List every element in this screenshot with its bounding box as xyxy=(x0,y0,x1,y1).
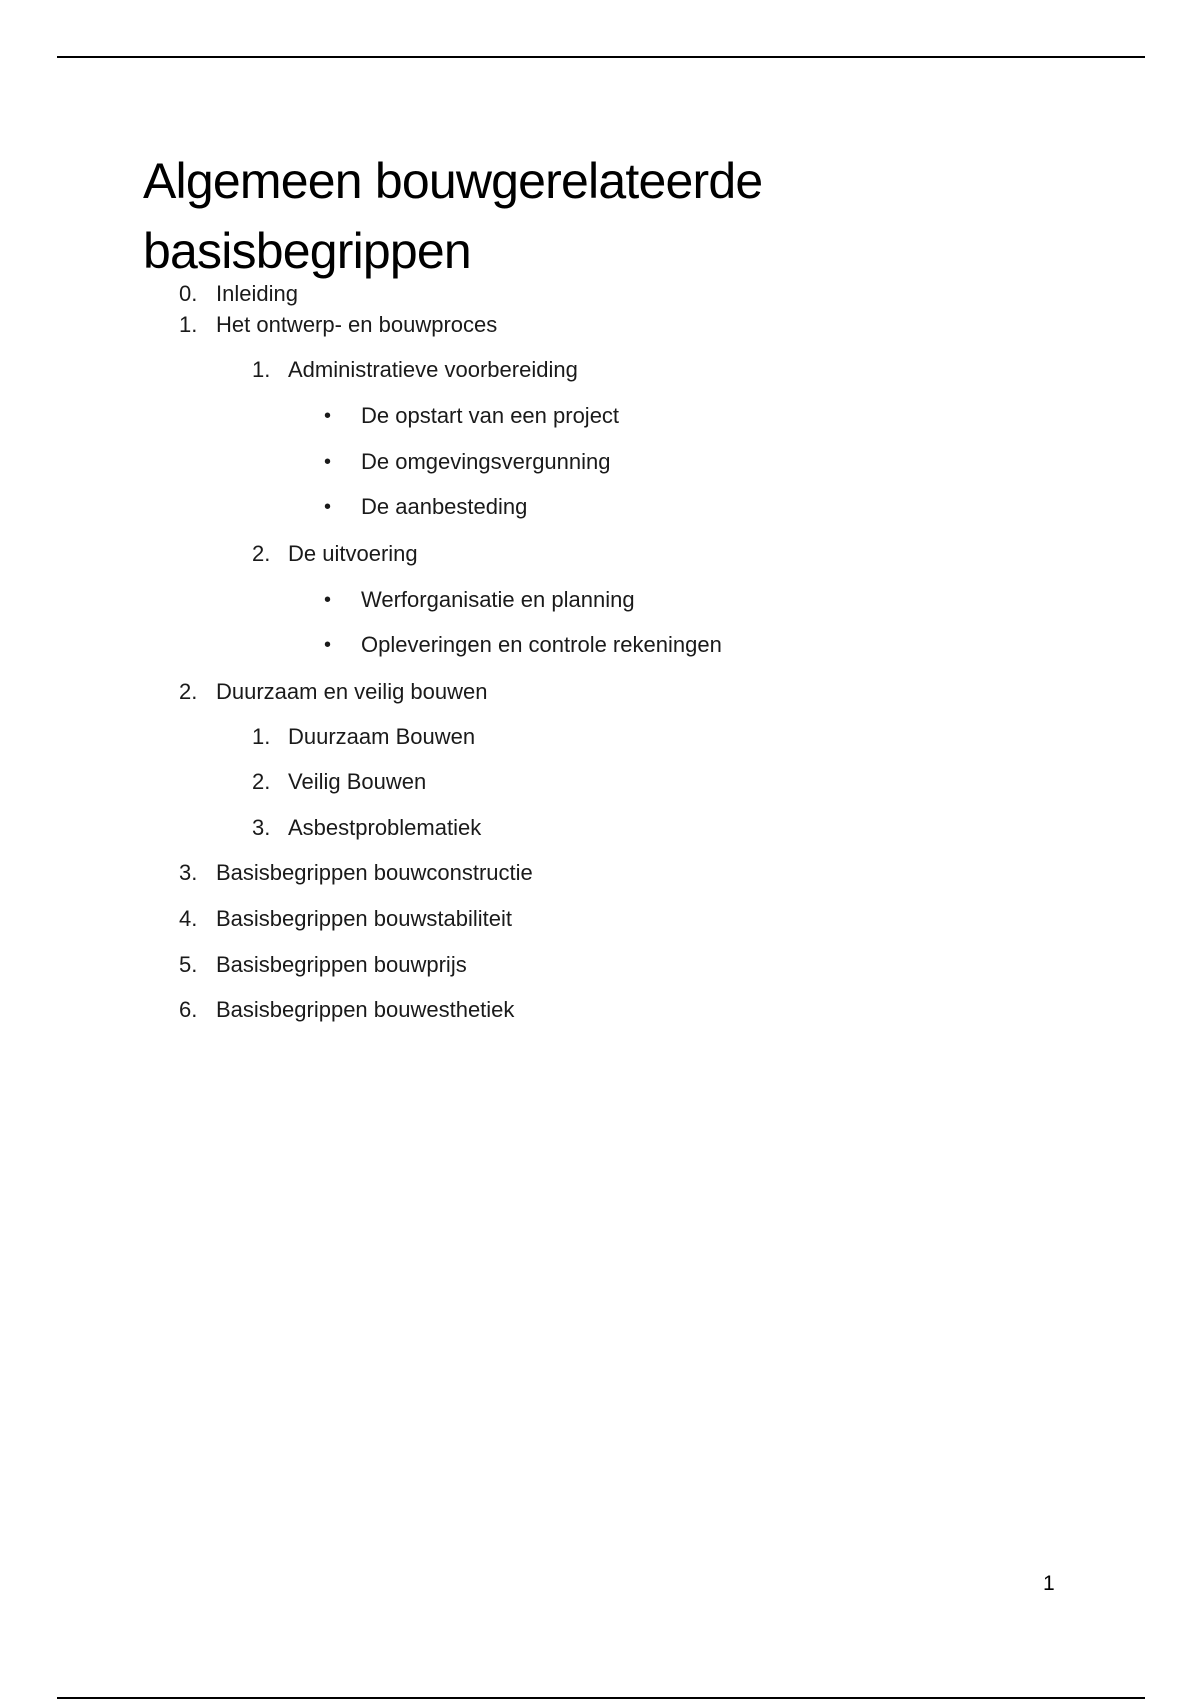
toc-marker: 1. xyxy=(179,312,198,337)
bullet-icon: • xyxy=(324,405,332,427)
toc-text: Basisbegrippen bouwprijs xyxy=(216,952,467,977)
page-number: 1 xyxy=(1043,1572,1055,1595)
toc-marker: 6. xyxy=(179,997,198,1022)
toc-marker: 4. xyxy=(179,906,198,931)
bullet-icon: • xyxy=(324,634,332,656)
toc-text: Veilig Bouwen xyxy=(288,769,427,794)
toc-marker: 3. xyxy=(179,860,198,885)
page-title: Algemeen bouwgerelateerde basisbegrippen xyxy=(143,153,763,279)
toc-text: De aanbesteding xyxy=(361,494,528,519)
toc-marker: 1. xyxy=(252,357,271,382)
toc-text: Basisbegrippen bouwconstructie xyxy=(216,860,533,885)
toc-marker: 2. xyxy=(252,769,271,794)
bullet-icon: • xyxy=(324,451,332,473)
toc-text: De opstart van een project xyxy=(361,403,620,428)
toc-marker: 0. xyxy=(179,281,198,306)
toc-text: Asbestproblematiek xyxy=(288,815,482,840)
toc-text: Administratieve voorbereiding xyxy=(288,357,578,382)
toc-text: Basisbegrippen bouwesthetiek xyxy=(216,997,515,1022)
toc-text: Duurzaam en veilig bouwen xyxy=(216,679,488,704)
toc-text: Werforganisatie en planning xyxy=(361,587,635,612)
toc-marker: 2. xyxy=(252,541,271,566)
toc-text: Inleiding xyxy=(216,281,298,306)
toc-text: Duurzaam Bouwen xyxy=(288,724,476,749)
bullet-icon: • xyxy=(324,496,332,518)
toc-marker: 1. xyxy=(252,724,271,749)
top-rule xyxy=(57,56,1145,58)
toc-text: Het ontwerp- en bouwproces xyxy=(216,312,498,337)
toc-text: Opleveringen en controle rekeningen xyxy=(361,632,722,657)
toc-marker: 2. xyxy=(179,679,198,704)
toc-marker: 5. xyxy=(179,952,198,977)
toc-text: De uitvoering xyxy=(288,541,418,566)
bullet-icon: • xyxy=(324,589,332,611)
toc-text: Basisbegrippen bouwstabiliteit xyxy=(216,906,512,931)
toc-marker: 3. xyxy=(252,815,271,840)
toc-text: De omgevingsvergunning xyxy=(361,449,611,474)
bottom-rule xyxy=(57,1697,1145,1699)
